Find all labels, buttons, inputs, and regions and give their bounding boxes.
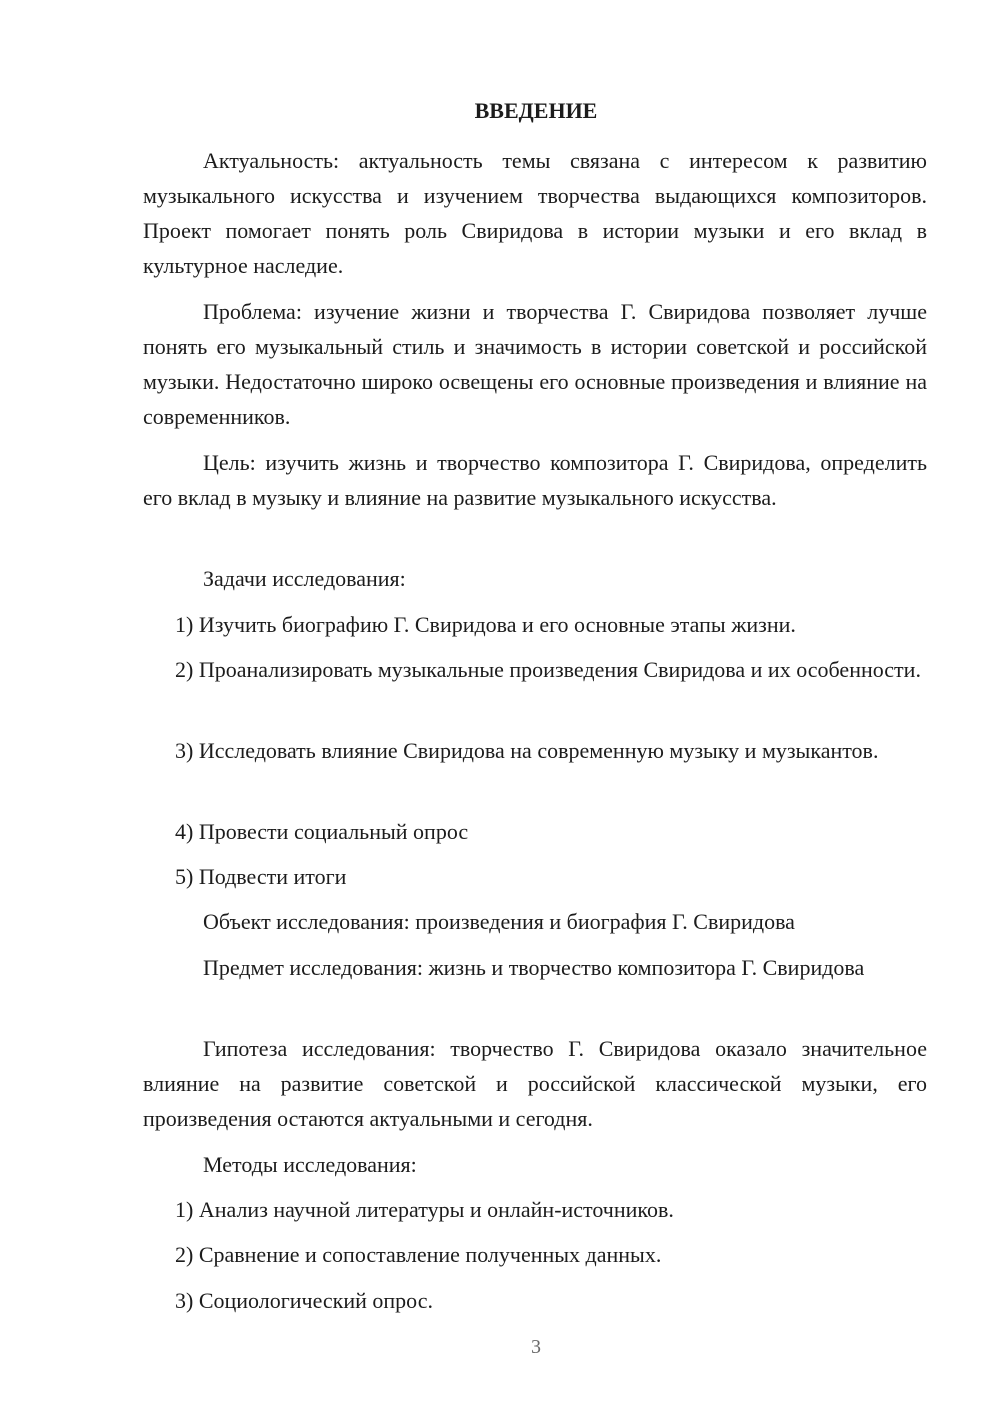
method-item-2: 2) Сравнение и сопоставление полученных данных. <box>175 1242 662 1267</box>
task-item-3: 3) Исследовать влияние Свиридова на современную музыку и музыкантов. <box>175 738 879 763</box>
paragraph-problem: Проблема: изучение жизни и творчества Г. Свиридова позволяет лучше понять его музыкальный стиль и значимость в истории советской и российской музыки. Недостаточно широко освещены его основные произведения и влияние на современников. <box>143 299 927 429</box>
task-item-1: 1) Изучить биографию Г. Свиридова и его основные этапы жизни. <box>175 612 796 637</box>
method-item-1: 1) Анализ научной литературы и онлайн-источников. <box>175 1197 674 1222</box>
paragraph-subject: Предмет исследования: жизнь и творчество композитора Г. Свиридова <box>203 955 865 980</box>
method-item-3: 3) Социологический опрос. <box>175 1288 433 1313</box>
task-item-2: 2) Проанализировать музыкальные произведения Свиридова и их особенности. <box>175 657 921 682</box>
paragraph-goal: Цель: изучить жизнь и творчество композитора Г. Свиридова, определить его вклад в музыку и влияние на развитие музыкального искусства. <box>143 450 927 510</box>
task-item-5: 5) Подвести итоги <box>175 864 347 889</box>
paragraph-object: Объект исследования: произведения и биография Г. Свиридова <box>203 909 795 934</box>
task-item-4: 4) Провести социальный опрос <box>175 819 469 844</box>
tasks-heading: Задачи исследования: <box>203 566 406 591</box>
section-heading: ВВЕДЕНИЕ <box>474 98 598 123</box>
page-number: 3 <box>531 1336 541 1358</box>
methods-heading: Методы исследования: <box>203 1152 417 1177</box>
paragraph-hypothesis: Гипотеза исследования: творчество Г. Свиридова оказало значительное влияние на развитие советской и российской классической музыки, его произведения остаются актуальными и сегодня. <box>143 1036 927 1131</box>
paragraph-relevance: Актуальность: актуальность темы связана с интересом к развитию музыкального искусства и изучением творчества выдающихся композиторов. Проект помогает понять роль Свиридова в истории музыки и его вклад в культурное наследие. <box>143 148 927 278</box>
